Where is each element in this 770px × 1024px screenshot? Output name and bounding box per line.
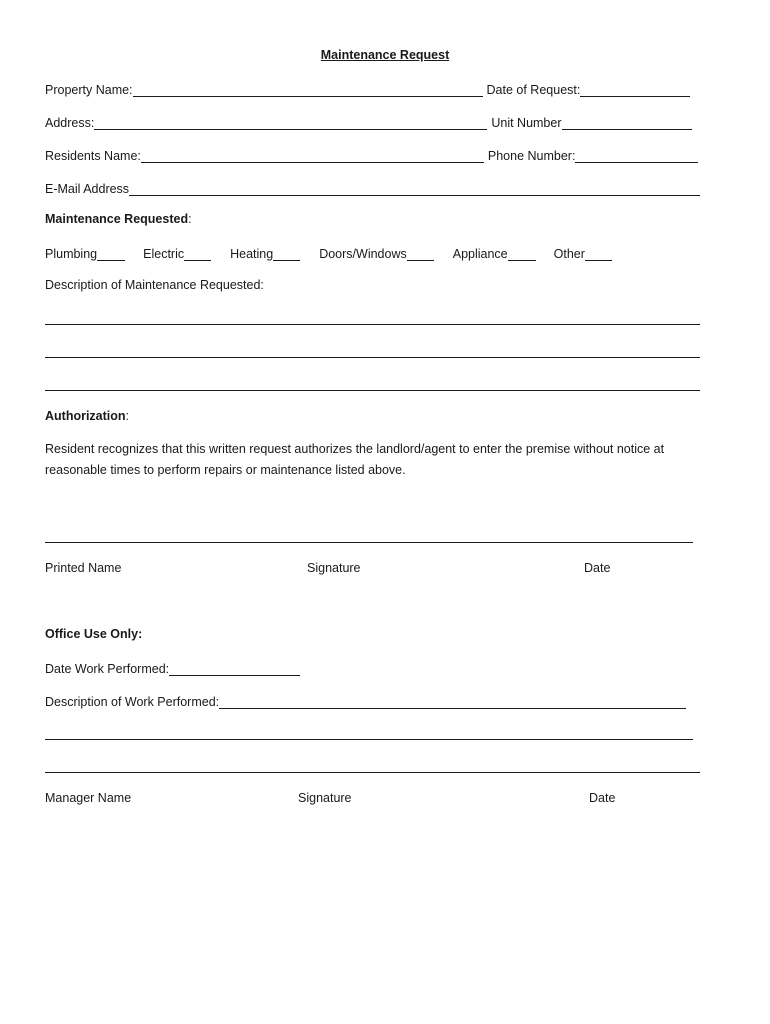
description-work-row [45, 693, 686, 709]
printed-name-label: Printed Name [45, 561, 122, 575]
date-label: Date [584, 561, 611, 575]
signature-label: Signature [307, 561, 361, 575]
unit-number-field[interactable] [562, 115, 692, 130]
category-other-field[interactable] [585, 246, 612, 261]
category-doors-windows-field[interactable] [407, 246, 434, 261]
description-work-label: Description of Work Performed: [45, 695, 220, 709]
unit-number-label: Unit Number [491, 116, 562, 130]
residents-name-field[interactable] [141, 148, 484, 163]
date-work-performed-field[interactable] [169, 661, 300, 676]
property-name-row [45, 81, 690, 97]
category-appliance-label: Appliance [452, 247, 508, 261]
email-label: E-Mail Address [45, 182, 130, 196]
maintenance-requested-colon: : [188, 212, 192, 226]
address-row [45, 114, 692, 130]
category-appliance-field[interactable] [508, 246, 536, 261]
resident-signature-line[interactable] [45, 542, 693, 543]
address-label: Address: [45, 116, 95, 130]
authorization-text-line-2: reasonable times to perform repairs or maintenance listed above. [45, 463, 406, 477]
work-description-line-1[interactable] [45, 739, 693, 740]
maintenance-requested-heading [45, 212, 192, 227]
date-work-performed-row [45, 660, 300, 676]
description-line-2[interactable] [45, 357, 700, 358]
property-name-label: Property Name: [45, 83, 133, 97]
email-row [45, 180, 700, 196]
category-plumbing-label: Plumbing [45, 247, 98, 261]
manager-date-label: Date [589, 791, 616, 805]
work-description-line-2[interactable] [45, 772, 700, 773]
date-of-request-label: Date of Request: [486, 83, 581, 97]
category-other-label: Other [553, 247, 585, 261]
description-line-1[interactable] [45, 324, 700, 325]
description-work-field[interactable] [219, 694, 686, 709]
residents-name-label: Residents Name: [45, 149, 141, 163]
authorization-colon: : [125, 409, 130, 423]
phone-number-label: Phone Number: [487, 149, 576, 163]
manager-signature-label: Signature [298, 791, 352, 805]
category-heating-field[interactable] [273, 246, 300, 261]
authorization-heading [45, 409, 129, 424]
authorization-text-line-1: Resident recognizes that this written request authorizes the landlord/agent to enter the premise without notice at [45, 442, 665, 456]
form-title: Maintenance Request [320, 48, 450, 62]
category-plumbing-field[interactable] [97, 246, 125, 261]
description-line-3[interactable] [45, 390, 700, 391]
category-heating-label: Heating [230, 247, 274, 261]
category-doors-windows-label: Doors/Windows [319, 247, 407, 261]
date-of-request-field[interactable] [580, 82, 690, 97]
category-row [45, 245, 612, 261]
email-field[interactable] [129, 181, 700, 196]
category-electric-label: Electric [143, 247, 185, 261]
manager-name-label: Manager Name [45, 791, 132, 805]
date-work-performed-label: Date Work Performed: [45, 662, 170, 676]
office-use-heading: Office Use Only: [45, 627, 143, 641]
address-field[interactable] [94, 115, 487, 130]
description-label: Description of Maintenance Requested: [45, 278, 264, 292]
maintenance-requested-heading-text: Maintenance Requested [45, 212, 189, 226]
category-electric-field[interactable] [184, 246, 211, 261]
residents-name-row [45, 147, 698, 163]
authorization-heading-text: Authorization [45, 409, 126, 423]
property-name-field[interactable] [133, 82, 483, 97]
phone-number-field[interactable] [575, 148, 698, 163]
